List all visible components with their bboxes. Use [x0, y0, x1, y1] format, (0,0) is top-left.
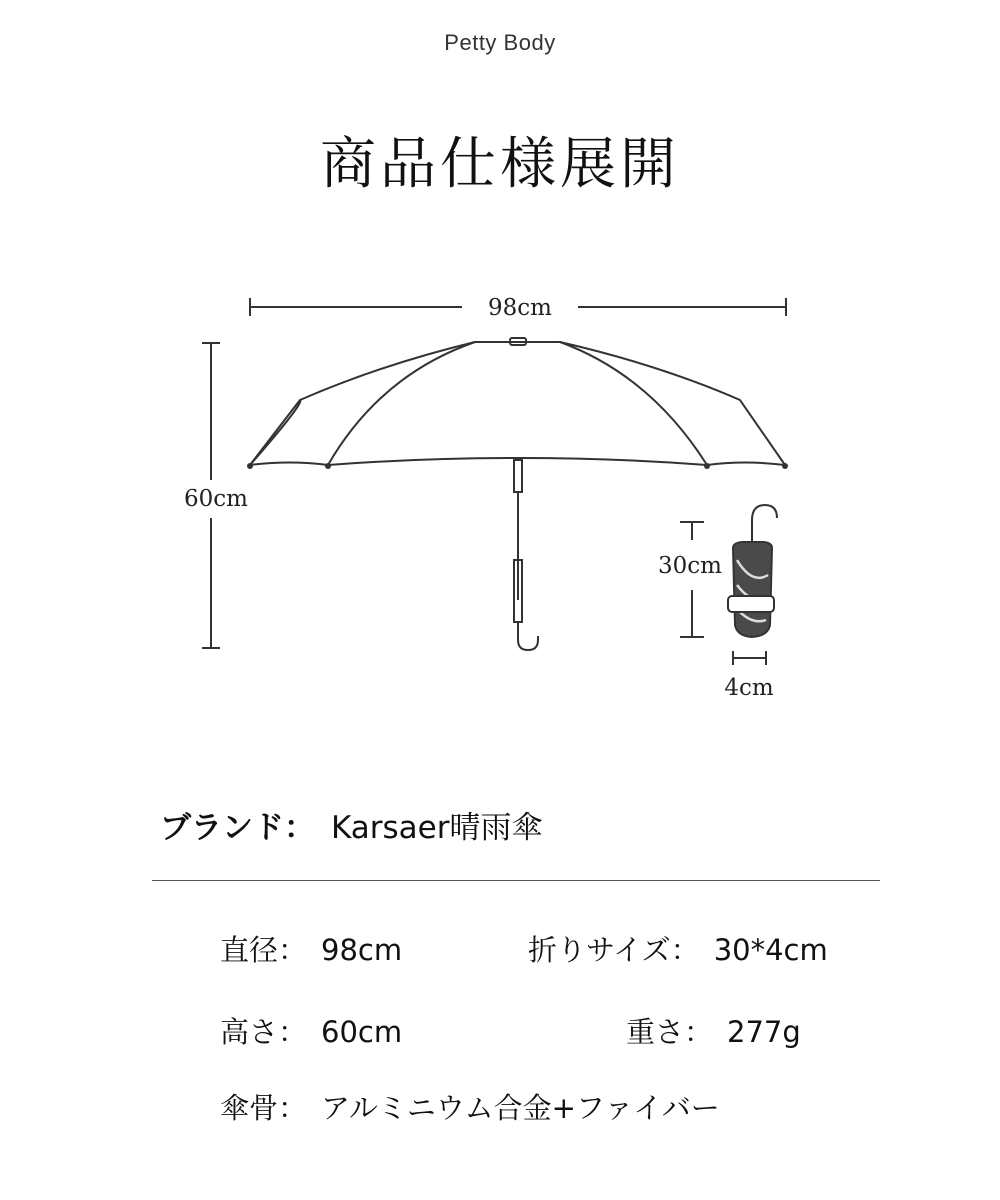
- folded-umbrella-icon: [658, 505, 777, 701]
- brand-value: Karsaer晴雨傘: [331, 810, 543, 846]
- brand-label: ブランド：: [160, 810, 315, 846]
- spec-weight-value: 277g: [727, 1015, 801, 1049]
- spec-height-label: 高さ：: [220, 1015, 308, 1049]
- spec-frame-label: 傘骨：: [220, 1091, 308, 1125]
- spec-frame-value: アルミニウム合金+ファイバー: [321, 1091, 720, 1125]
- height-label: 60cm: [184, 486, 248, 512]
- open-umbrella-icon: [247, 338, 788, 650]
- folded-length-label: 30cm: [658, 553, 722, 579]
- spec-weight-label: 重さ：: [626, 1015, 714, 1049]
- folded-width-label: 4cm: [724, 675, 774, 701]
- spec-weight: [626, 1010, 801, 1051]
- spec-frame: [220, 1086, 720, 1127]
- divider: [152, 880, 880, 881]
- spec-folded-size-label: 折りサイズ：: [528, 933, 700, 967]
- spec-height-value: 60cm: [321, 1015, 403, 1049]
- spec-diameter-label: 直径：: [220, 933, 308, 967]
- spec-height: [220, 1010, 402, 1051]
- width-label: 98cm: [488, 295, 552, 321]
- spec-folded-size: [528, 928, 828, 969]
- page-title: 商品仕様展開: [320, 132, 680, 197]
- spec-folded-size-value: 30*4cm: [713, 933, 828, 967]
- brand-row: [160, 802, 543, 847]
- brand-name: Petty Body: [444, 30, 556, 55]
- width-dimension: [250, 295, 786, 321]
- spec-diameter-value: 98cm: [321, 933, 403, 967]
- spec-diameter: [220, 928, 402, 969]
- height-dimension: [184, 343, 248, 648]
